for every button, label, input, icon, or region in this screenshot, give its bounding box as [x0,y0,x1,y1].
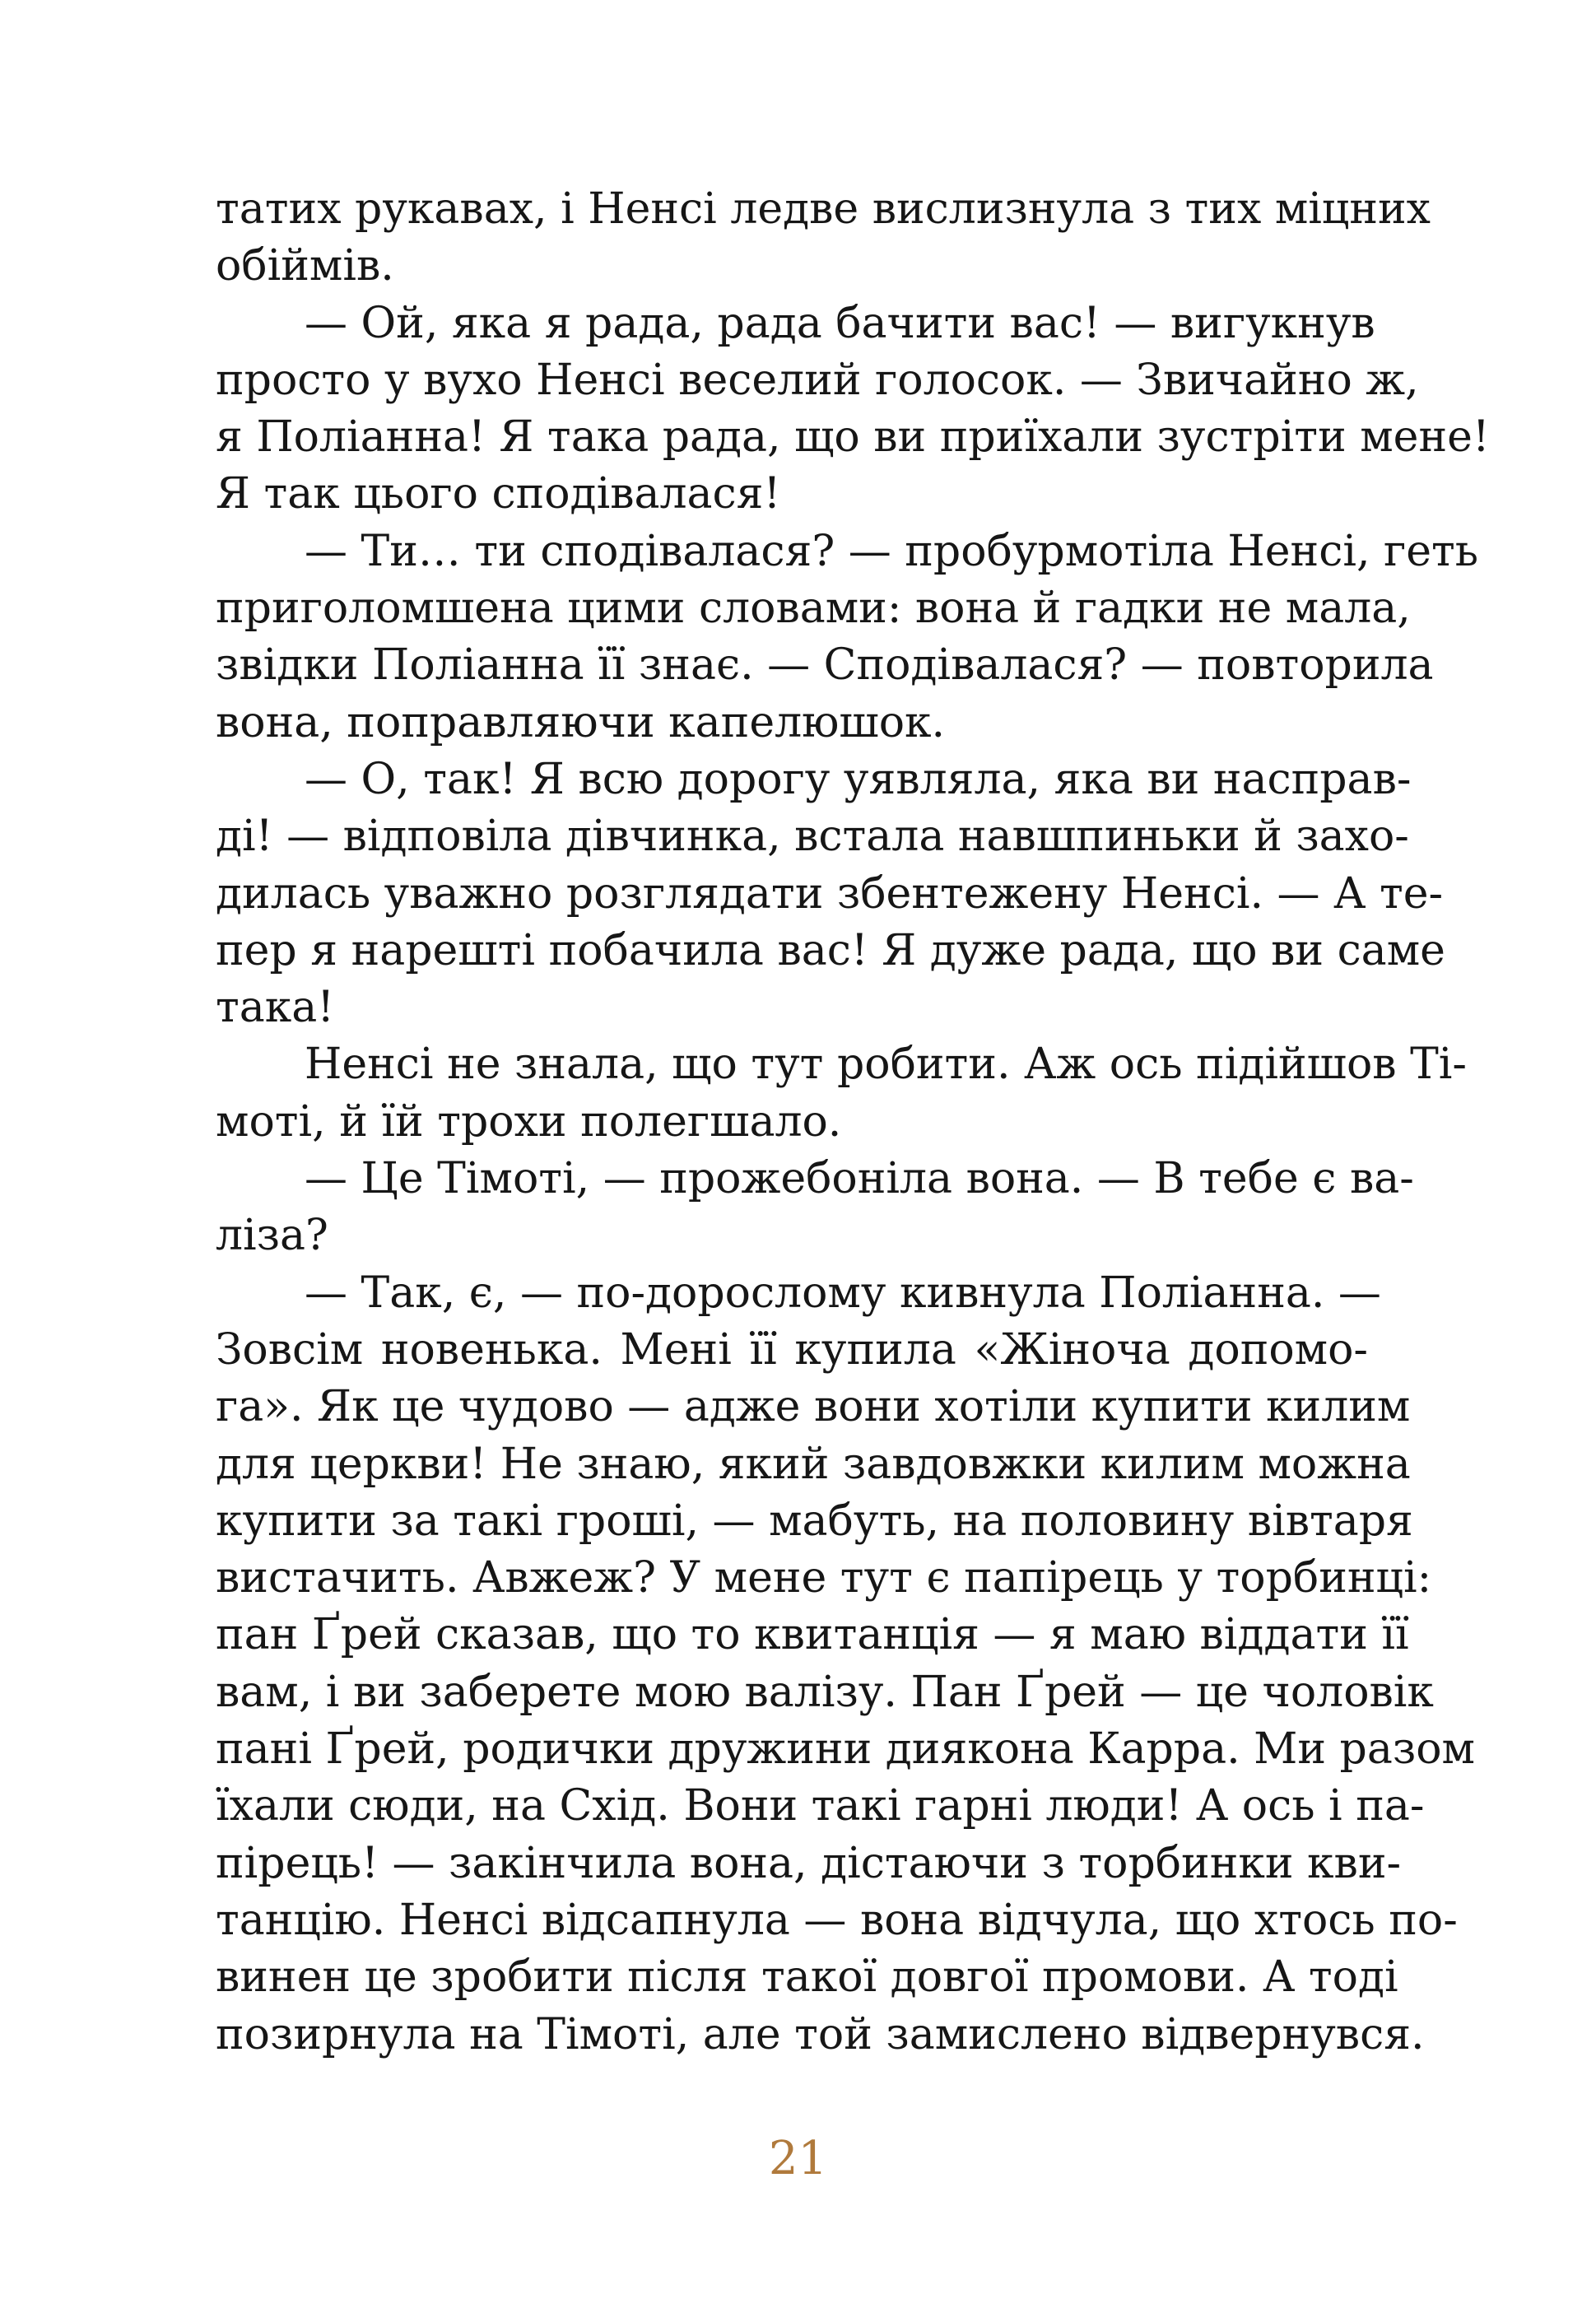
text-line: — Так, є, — по-дорослому кивнула Поліанна. — [305,1268,1381,1318]
text-line: танцію. Ненсі відсапнула — вона відчула, що хтось по- [216,1895,1458,1945]
text-line: Зовсім новенька. Мені її купила «Жіноча допомо- [216,1324,1368,1375]
page-number: 21 [768,2132,828,2185]
text-line: пан Ґрей сказав, що то квитанція — я маю віддати її [216,1610,1409,1660]
text-line: вистачить. Авжеж? У мене тут є папірець у торбинці: [216,1553,1432,1603]
text-line: моті, й їй трохи полегшало. [216,1096,842,1147]
text-line: я Полiанна! Я така рада, що ви приїхали зустріти мене! [216,412,1490,463]
text-line: звідки Поліанна її знає. — Сподівалася? — повторила [216,640,1434,691]
text-line: — Це Тімоті, — прожебоніла вона. — В тебе є ва- [305,1154,1414,1204]
text-line: га». Як це чудово — адже вони хотіли купити килим [216,1382,1411,1432]
text-line: їхали сюди, на Схід. Вони такі гарні люди! А ось і па- [216,1781,1425,1831]
text-line: обіймів. [216,241,394,291]
text-line: винен це зробити після такої довгої промови. А тоді [216,1952,1398,2003]
text-line: — О, так! Я всю дорогу уявляла, яка ви насправ- [305,754,1412,804]
text-line: приголомшена цими словами: вона й гадки не мала, [216,584,1411,634]
text-line: татих рукавах, і Ненсі ледве вислизнула з тих міцних [216,184,1431,234]
text-line: — Ти… ти сподівалася? — пробурмотіла Ненсі, геть [305,526,1479,576]
text-line: купити за такі гроші, — мабуть, на половину вівтаря [216,1496,1413,1546]
text-line: дилась уважно розглядати збентежену Ненсі. — А те- [216,868,1444,919]
text-line: така! [216,983,335,1033]
text-line: просто у вухо Ненсі веселий голосок. — Звичайно ж, [216,355,1419,405]
text-line: позирнула на Тімоті, але той замислено відвернувся. [216,2009,1425,2059]
text-line: ді! — відповіла дівчинка, встала навшпиньки й захо- [216,812,1409,862]
text-line: для церкви! Не знаю, який завдовжки килим можна [216,1439,1411,1489]
text-line: вона, поправляючи капелюшок. [216,697,946,747]
text-line: пер я нарешті побачила вас! Я дуже рада, що ви саме [216,925,1445,975]
body-text [216,181,1490,2064]
text-line: пірець! — закінчила вона, дістаючи з торбинки кви- [216,1838,1402,1888]
text-line: Я так цього сподівалася! [216,469,781,519]
text-line: пані Ґрей, родички дружини диякона Карра. Ми разом [216,1724,1475,1775]
text-line: Ненсі не знала, що тут робити. Аж ось підійшов Ті- [305,1040,1467,1090]
text-line: лiза? [216,1211,328,1261]
text-line: вам, і ви заберете мою валізу. Пан Ґрей — це чоловік [216,1667,1434,1717]
text-line: — Ой, яка я рада, рада бачити вас! — вигукнув [305,298,1375,348]
